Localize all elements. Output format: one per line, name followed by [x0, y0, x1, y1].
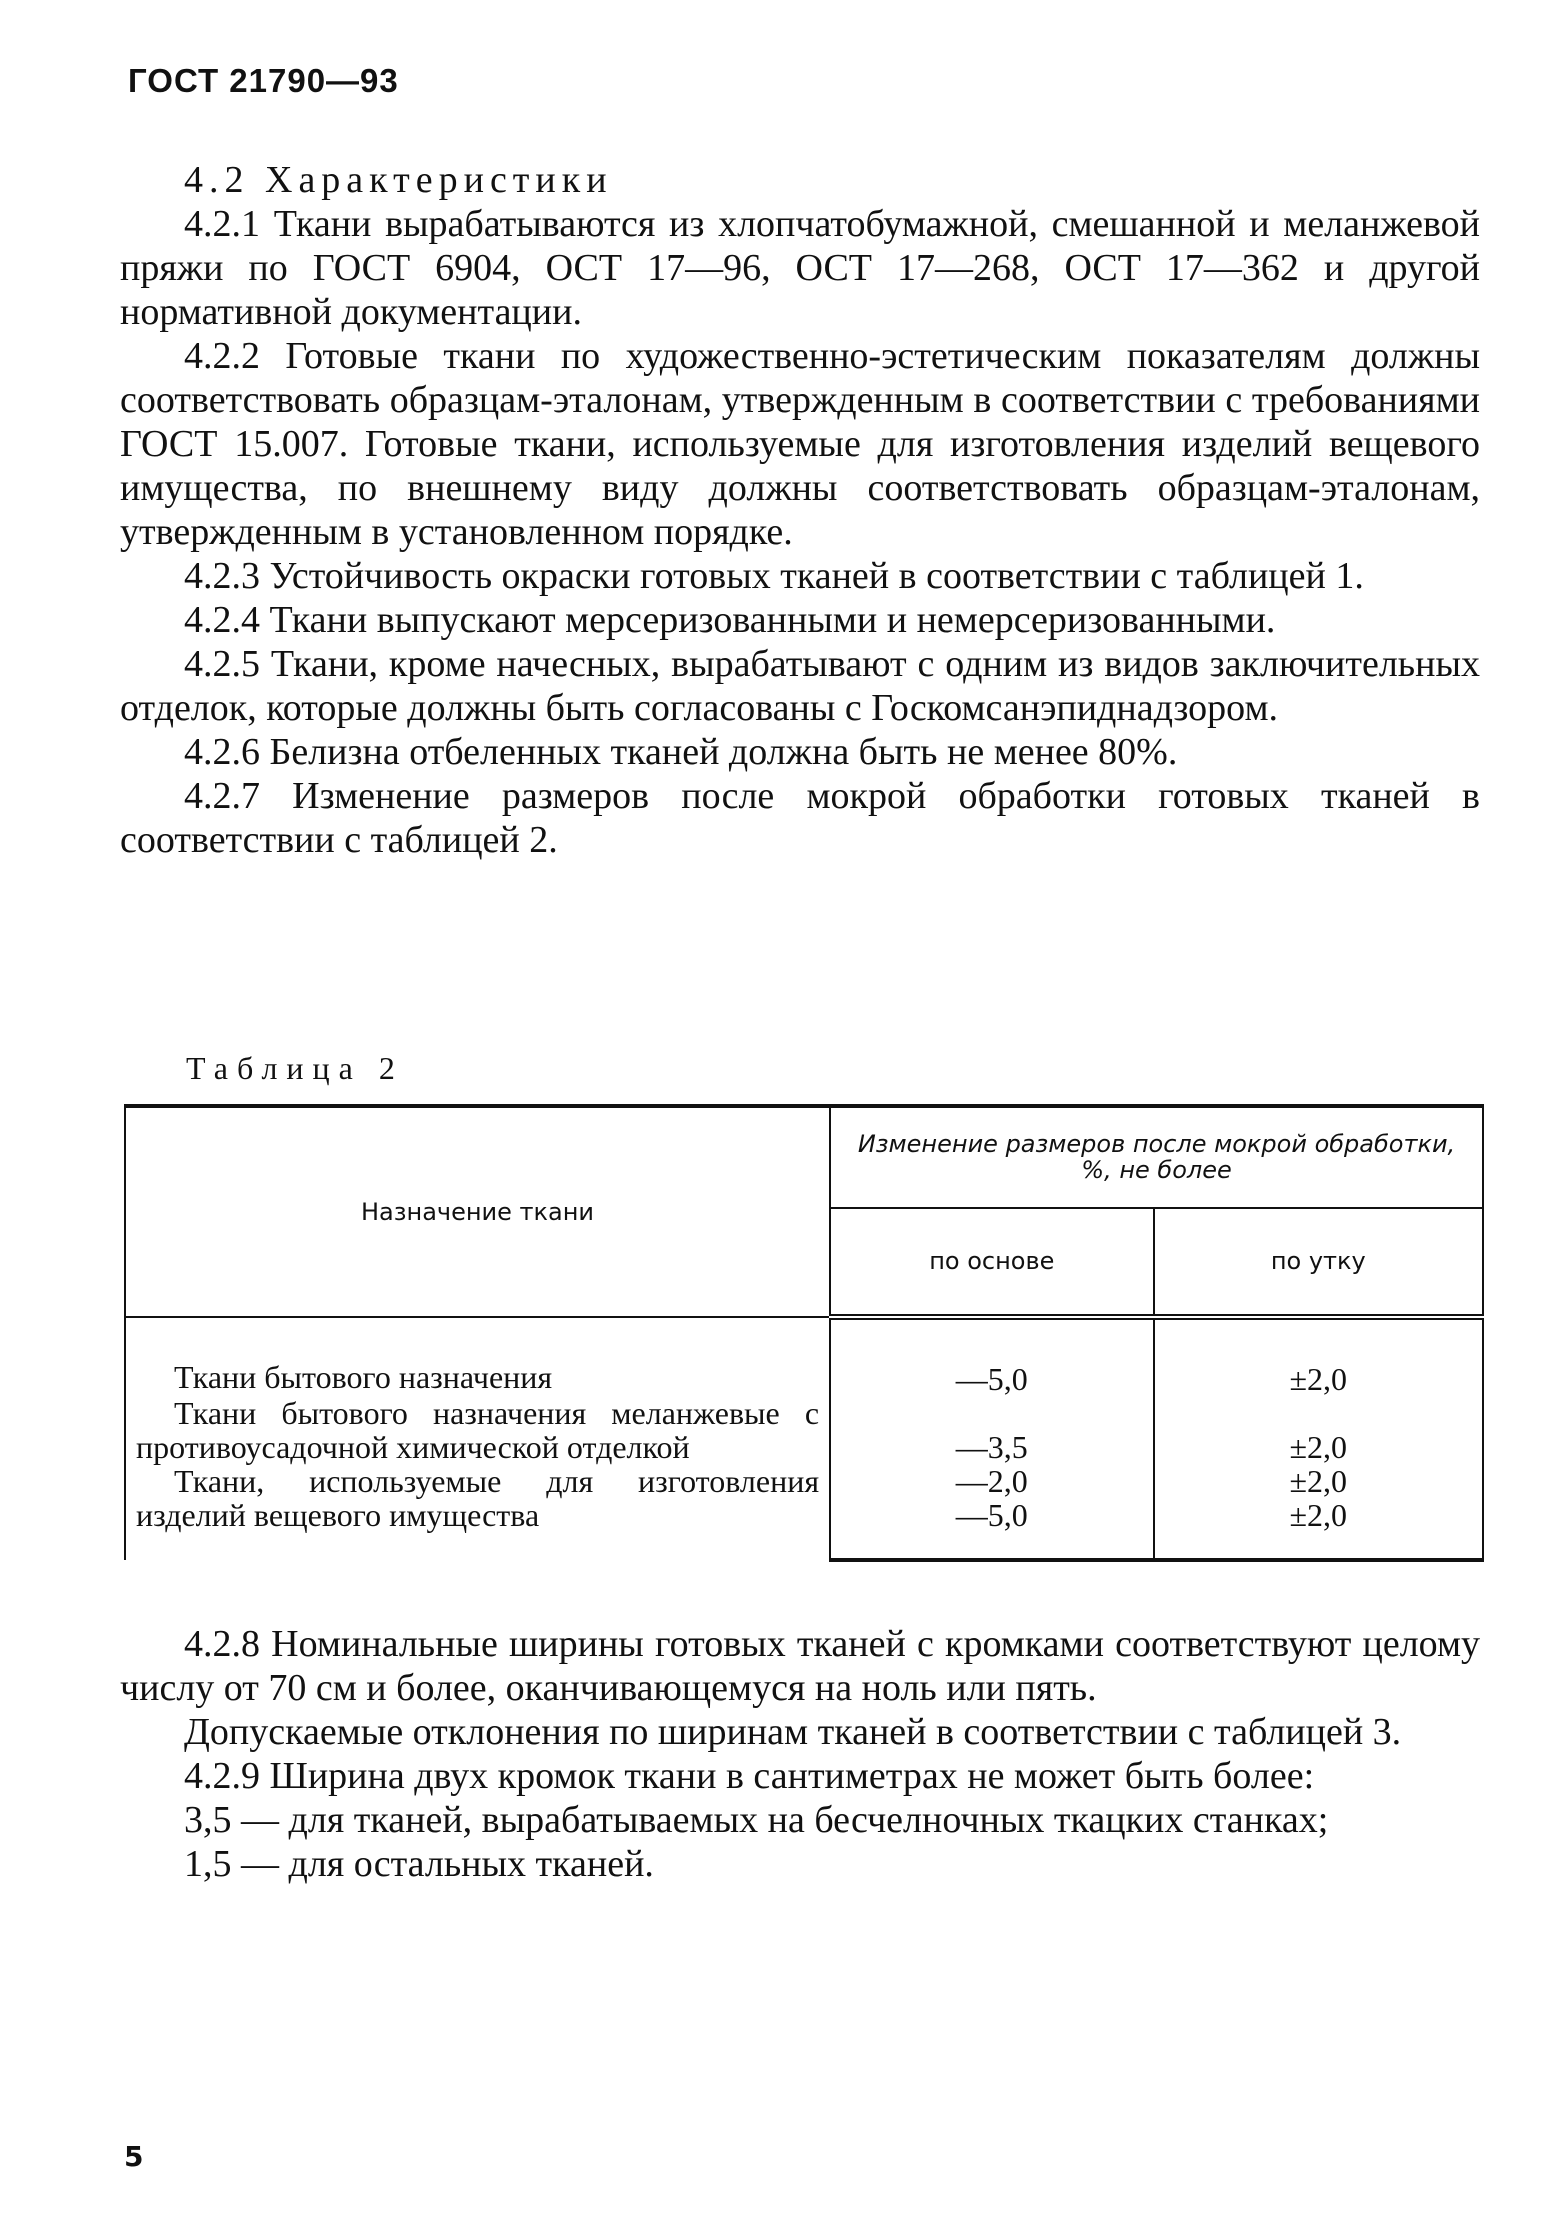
page-number: 5: [124, 2140, 144, 2173]
row-weft: ±2,0: [1154, 1498, 1483, 1560]
row-weft: ±2,0: [1154, 1464, 1483, 1498]
section-body: [120, 158, 1480, 862]
column-header-warp: по основе: [830, 1208, 1154, 1317]
row-warp: —5,0: [830, 1317, 1154, 1396]
row-warp: —5,0: [830, 1498, 1154, 1560]
paragraph: 4.2.7 Изменение размеров после мокрой обработки готовых тканей в соответствии с таблицей 2.: [120, 775, 1480, 861]
paragraph: 4.2.2 Готовые ткани по художественно-эстетическим показателям должны соответствовать образцам-эталонам, утвержденным в соответствии с требованиями ГОСТ 15.007. Готовые ткани, используемые для изготовления изделий вещевого имущества, по внешнему виду должны соответствовать образцам-эталонам, утвержденным в установленном порядке.: [120, 335, 1480, 553]
table-row: [125, 1396, 1483, 1464]
column-header-change: Изменение размеров после мокрой обработки, %, не более: [830, 1106, 1483, 1208]
paragraph: Допускаемые отклонения по ширинам тканей в соответствии с таблицей 3.: [184, 1711, 1402, 1753]
section-title: 4.2 Характеристики: [184, 159, 613, 201]
row-purpose: Ткани бытового назначения меланжевые с противоусадочной химической отделкой: [125, 1396, 830, 1464]
paragraph: 4.2.3 Устойчивость окраски готовых тканей в соответствии с таблицей 1.: [184, 555, 1364, 597]
shrinkage-table: [124, 1104, 1484, 1562]
paragraph: 1,5 — для остальных тканей.: [184, 1843, 654, 1885]
table-caption: Таблица 2: [186, 1050, 404, 1086]
row-purpose: Ткани бытового назначения: [125, 1317, 830, 1396]
section-body-continued: [120, 1622, 1480, 1886]
paragraph: 4.2.5 Ткани, кроме начесных, вырабатывают с одним из видов заключительных отделок, которые должны быть согласованы с Госкомсанэпиднадзором.: [120, 643, 1480, 729]
paragraph: 4.2.1 Ткани вырабатываются из хлопчатобумажной, смешанной и меланжевой пряжи по ГОСТ 6904, ОСТ 17—96, ОСТ 17—268, ОСТ 17—362 и другой нормативной документации.: [120, 203, 1480, 333]
column-header-weft: по утку: [1154, 1208, 1483, 1317]
paragraph: 4.2.9 Ширина двух кромок ткани в сантиметрах не может быть более:: [184, 1755, 1315, 1797]
paragraph: 3,5 — для тканей, вырабатываемых на бесчелночных ткацких станках;: [184, 1799, 1329, 1841]
row-weft: ±2,0: [1154, 1396, 1483, 1464]
table-row: [125, 1317, 1483, 1396]
column-header-purpose: Назначение ткани: [125, 1106, 830, 1317]
paragraph: 4.2.4 Ткани выпускают мерсеризованными и немерсеризованными.: [184, 599, 1276, 641]
row-weft: ±2,0: [1154, 1317, 1483, 1396]
row-purpose: Ткани, используемые для изготовления изделий вещевого имущества: [125, 1464, 830, 1560]
document-header: ГОСТ 21790—93: [128, 62, 399, 99]
paragraph: 4.2.6 Белизна отбеленных тканей должна быть не менее 80%.: [184, 731, 1178, 773]
paragraph: 4.2.8 Номинальные ширины готовых тканей с кромками соответствуют целому числу от 70 см и более, оканчивающемуся на ноль или пять.: [120, 1623, 1480, 1709]
row-warp: —3,5: [830, 1396, 1154, 1464]
row-warp: —2,0: [830, 1464, 1154, 1498]
table-row: [125, 1464, 1483, 1498]
